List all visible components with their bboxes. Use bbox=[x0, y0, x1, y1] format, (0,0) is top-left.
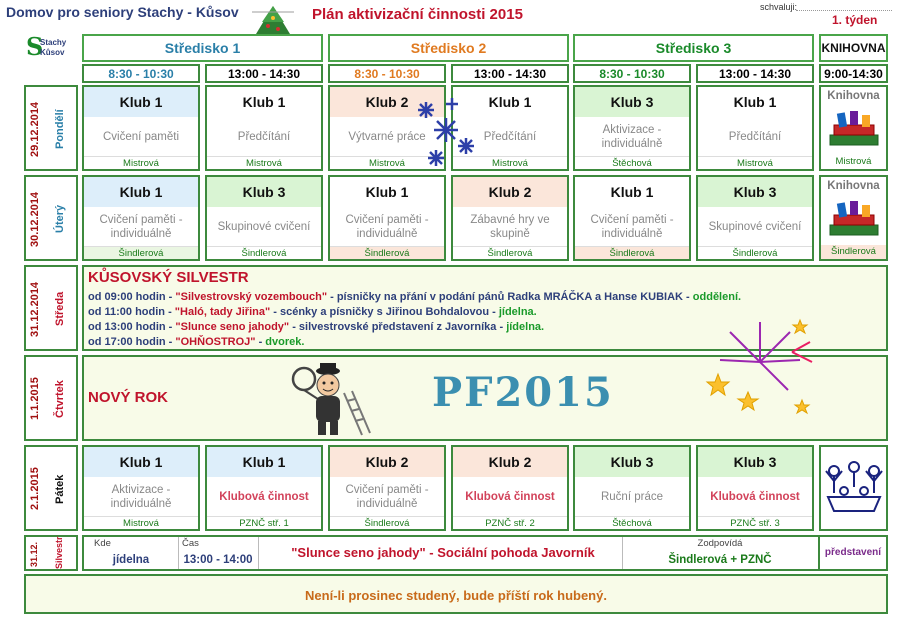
activity-name: Cvičení paměti - individuálně bbox=[84, 207, 198, 247]
event-end: . bbox=[533, 306, 537, 318]
activity-name: Předčítání bbox=[453, 117, 567, 157]
plan-title: Plán aktivizační činnosti 2015 bbox=[312, 6, 523, 23]
event-time: od 09:00 hodin - bbox=[88, 291, 176, 303]
staff-name: Šindlerová bbox=[821, 245, 886, 259]
week-label: 1. týden bbox=[832, 13, 878, 27]
activity-cell[interactable] bbox=[451, 445, 569, 531]
event-line bbox=[88, 321, 544, 333]
activity-name: Předčítání bbox=[698, 117, 812, 157]
activity-cell[interactable] bbox=[205, 445, 323, 531]
event-time: od 13:00 hodin - bbox=[88, 321, 176, 333]
event-place: jídelna bbox=[498, 306, 534, 318]
activity-name: Klubová činnost bbox=[453, 477, 567, 517]
footer-banner bbox=[24, 574, 888, 614]
day-monday bbox=[24, 85, 78, 171]
staff-name: Mistrová bbox=[492, 158, 528, 169]
time-slot: 8:30 - 10:30 bbox=[82, 64, 200, 83]
club-name: Klub 1 bbox=[488, 94, 532, 110]
club-name: Klub 3 bbox=[575, 447, 689, 477]
event-name: "OHŇOSTROJ" bbox=[175, 336, 256, 348]
center-1-header: Středisko 1 bbox=[82, 34, 323, 62]
chimney-sweep-icon bbox=[284, 363, 374, 439]
activity-cell[interactable] bbox=[205, 85, 323, 171]
day-date: 31.12.2014 bbox=[29, 281, 41, 337]
day-name: Středa bbox=[54, 291, 66, 327]
approve-label: schvaluji: bbox=[760, 2, 798, 12]
group-people-icon bbox=[822, 457, 886, 517]
staff-name: Šindlerová bbox=[487, 248, 533, 259]
event-place: jídelna bbox=[506, 321, 542, 333]
staff-name: PZNČ stř. 3 bbox=[730, 518, 780, 529]
logo-line2: Kůsov bbox=[40, 48, 65, 57]
staff-name: Štěchová bbox=[612, 518, 652, 529]
day-tuesday bbox=[24, 175, 78, 261]
footer-proverb: Není-li prosinec studený, bude příští rok hubený. bbox=[305, 588, 607, 603]
staff-name: PZNČ stř. 1 bbox=[239, 518, 289, 529]
club-name: Klub 2 bbox=[453, 447, 567, 477]
staff-name: Mistrová bbox=[835, 156, 872, 167]
event-time: od 17:00 hodin - bbox=[88, 336, 176, 348]
club-name: Klub 2 bbox=[453, 177, 567, 207]
event-line bbox=[88, 291, 741, 303]
day-date: 30.12.2014 bbox=[29, 191, 41, 247]
staff-name: Mistrová bbox=[123, 518, 159, 529]
day-date: 29.12.2014 bbox=[29, 101, 41, 157]
day-thursday bbox=[24, 355, 78, 441]
event-name: "Slunce seno jahody" bbox=[175, 321, 290, 333]
activity-name: Aktivizace - individuálně bbox=[575, 117, 689, 157]
time-slot: 13:00 - 14:30 bbox=[205, 64, 323, 83]
day-friday bbox=[24, 445, 78, 531]
activity-name: Cvičení paměti - individuálně bbox=[330, 477, 444, 517]
staff-name: PZNČ stř. 2 bbox=[485, 518, 535, 529]
staff-name: Šindlerová bbox=[364, 518, 410, 529]
staff-name: Mistrová bbox=[246, 158, 282, 169]
activity-name: Skupinové cvičení bbox=[207, 207, 321, 247]
activity-cell[interactable] bbox=[573, 85, 691, 171]
event-desc: - silvestrovské představení z Javorníka - bbox=[289, 321, 507, 333]
activity-name: Předčítání bbox=[207, 117, 321, 157]
logo-letter: S bbox=[26, 32, 44, 61]
day-name: Pátek bbox=[54, 474, 66, 504]
time-label: Čas bbox=[182, 538, 199, 549]
activity-name: Ruční práce bbox=[575, 477, 689, 517]
club-name: Klub 2 bbox=[330, 87, 444, 117]
new-year-title: NOVÝ ROK bbox=[88, 389, 169, 406]
staff-name: Štěchová bbox=[612, 158, 652, 169]
snowflake-icon bbox=[412, 96, 484, 168]
staff-name: Mistrová bbox=[737, 158, 773, 169]
club-name: Klub 1 bbox=[84, 177, 198, 207]
library-cell[interactable] bbox=[819, 175, 888, 261]
staff-name: Šindlerová bbox=[241, 248, 287, 259]
day-date: 1.1.2015 bbox=[29, 377, 41, 421]
event-name: "Silvestrovský vozembouch" bbox=[175, 291, 328, 303]
responsible-value: Šindlerová + PZNČ bbox=[668, 554, 772, 566]
event-title: KŮSOVSKÝ SILVESTR bbox=[88, 269, 249, 286]
activity-cell[interactable] bbox=[696, 175, 814, 261]
time-value: 13:00 - 14:00 bbox=[183, 554, 253, 566]
library-cell[interactable] bbox=[819, 85, 888, 171]
event-line bbox=[88, 336, 304, 348]
staff-name: Mistrová bbox=[123, 158, 159, 169]
time-slot: 8:30 - 10:30 bbox=[328, 64, 446, 83]
activity-cell[interactable] bbox=[573, 175, 691, 261]
club-name: Klub 1 bbox=[365, 184, 409, 200]
group-cell bbox=[819, 445, 888, 531]
activity-cell[interactable] bbox=[82, 175, 200, 261]
activity-name: Zábavné hry ve skupině bbox=[453, 207, 567, 247]
activity-cell[interactable] bbox=[451, 175, 569, 261]
special-date: 31.12. bbox=[29, 541, 39, 567]
time-slot: 13:00 - 14:30 bbox=[451, 64, 569, 83]
club-name: Klub 2 bbox=[330, 447, 444, 477]
staff-name: Šindlerová bbox=[575, 247, 689, 261]
activity-name: Klubová činnost bbox=[207, 477, 321, 517]
day-date: 2.1.2015 bbox=[29, 467, 41, 511]
activity-name: Cvičení paměti - individuálně bbox=[575, 207, 689, 247]
staff-name: Šindlerová bbox=[732, 248, 778, 259]
library-header: KNIHOVNA bbox=[819, 34, 888, 62]
event-desc: - písničky na přání v podání pánů Radka MRÁČKA a Hanse KUBIAK - bbox=[327, 291, 693, 303]
special-event[interactable] bbox=[82, 535, 888, 571]
center-2-header: Středisko 2 bbox=[328, 34, 569, 62]
staff-name: Šindlerová bbox=[330, 247, 444, 261]
event-end: . bbox=[301, 336, 305, 348]
where-label: Kde bbox=[94, 538, 111, 549]
org-name: Domov pro seniory Stachy - Kůsov bbox=[6, 4, 239, 20]
club-name: Klub 1 bbox=[84, 447, 198, 477]
where-value: jídelna bbox=[112, 554, 150, 566]
event-time: od 11:00 hodin - bbox=[88, 306, 175, 318]
activity-cell[interactable] bbox=[328, 175, 446, 261]
library-label: Knihovna bbox=[827, 90, 880, 102]
special-day-name: Silvestr bbox=[54, 536, 64, 569]
logo bbox=[24, 34, 78, 60]
event-line bbox=[88, 306, 537, 318]
day-name: Pondělí bbox=[54, 109, 66, 149]
signature-line bbox=[796, 10, 892, 11]
activity-name: Cvičení paměti - individuálně bbox=[330, 207, 444, 247]
special-title: "Slunce seno jahody" - Sociální pohoda Javorník bbox=[291, 545, 595, 560]
event-name: "Haló, tady Jiřina" bbox=[174, 306, 271, 318]
time-slot: 9:00-14:30 bbox=[819, 64, 888, 83]
club-name: Klub 3 bbox=[698, 177, 812, 207]
activity-cell[interactable] bbox=[82, 85, 200, 171]
activity-cell[interactable] bbox=[328, 445, 446, 531]
responsible-label: Zodpovídá bbox=[697, 538, 743, 549]
day-wednesday bbox=[24, 265, 78, 351]
club-name: Klub 3 bbox=[575, 87, 689, 117]
staff-name: Šindlerová bbox=[84, 247, 198, 261]
event-end: . bbox=[738, 291, 742, 303]
event-place: oddělení bbox=[692, 291, 739, 303]
activity-cell[interactable] bbox=[573, 445, 691, 531]
special-day bbox=[24, 535, 78, 571]
event-desc: - scénky a písničky s Jiřinou Bohdalovou - bbox=[270, 306, 499, 318]
event-kind: představení bbox=[824, 547, 882, 558]
activity-name: Aktivizace - individuálně bbox=[84, 477, 198, 517]
center-3-header: Středisko 3 bbox=[573, 34, 814, 62]
activity-cell[interactable] bbox=[696, 445, 814, 531]
pf-greeting: PF2015 bbox=[432, 369, 614, 416]
event-end: . bbox=[541, 321, 545, 333]
staff-name: Mistrová bbox=[369, 158, 405, 169]
club-name: Klub 1 bbox=[242, 94, 286, 110]
club-name: Klub 1 bbox=[84, 87, 198, 117]
event-place: dvorek bbox=[265, 336, 302, 348]
activity-cell[interactable] bbox=[82, 445, 200, 531]
books-icon bbox=[824, 109, 884, 151]
fireworks-icon bbox=[700, 312, 820, 422]
club-name: Klub 1 bbox=[733, 94, 777, 110]
time-slot: 13:00 - 14:30 bbox=[696, 64, 814, 83]
activity-name: Výtvarné práce bbox=[330, 117, 444, 157]
activity-name: Klubová činnost bbox=[698, 477, 812, 517]
club-name: Klub 3 bbox=[698, 447, 812, 477]
books-icon bbox=[824, 199, 884, 241]
event-desc: - bbox=[255, 336, 266, 348]
day-name: Čtvrtek bbox=[54, 380, 66, 418]
activity-cell[interactable] bbox=[205, 175, 323, 261]
time-slot: 8:30 - 10:30 bbox=[573, 64, 691, 83]
logo-line1: Stachy bbox=[40, 38, 67, 47]
activity-name: Cvičení paměti bbox=[84, 117, 198, 157]
club-name: Klub 3 bbox=[207, 177, 321, 207]
club-name: Klub 1 bbox=[207, 447, 321, 477]
day-name: Úterý bbox=[54, 204, 66, 234]
club-name: Klub 1 bbox=[610, 184, 654, 200]
library-label: Knihovna bbox=[827, 180, 880, 192]
activity-name: Skupinové cvičení bbox=[698, 207, 812, 247]
activity-cell[interactable] bbox=[696, 85, 814, 171]
